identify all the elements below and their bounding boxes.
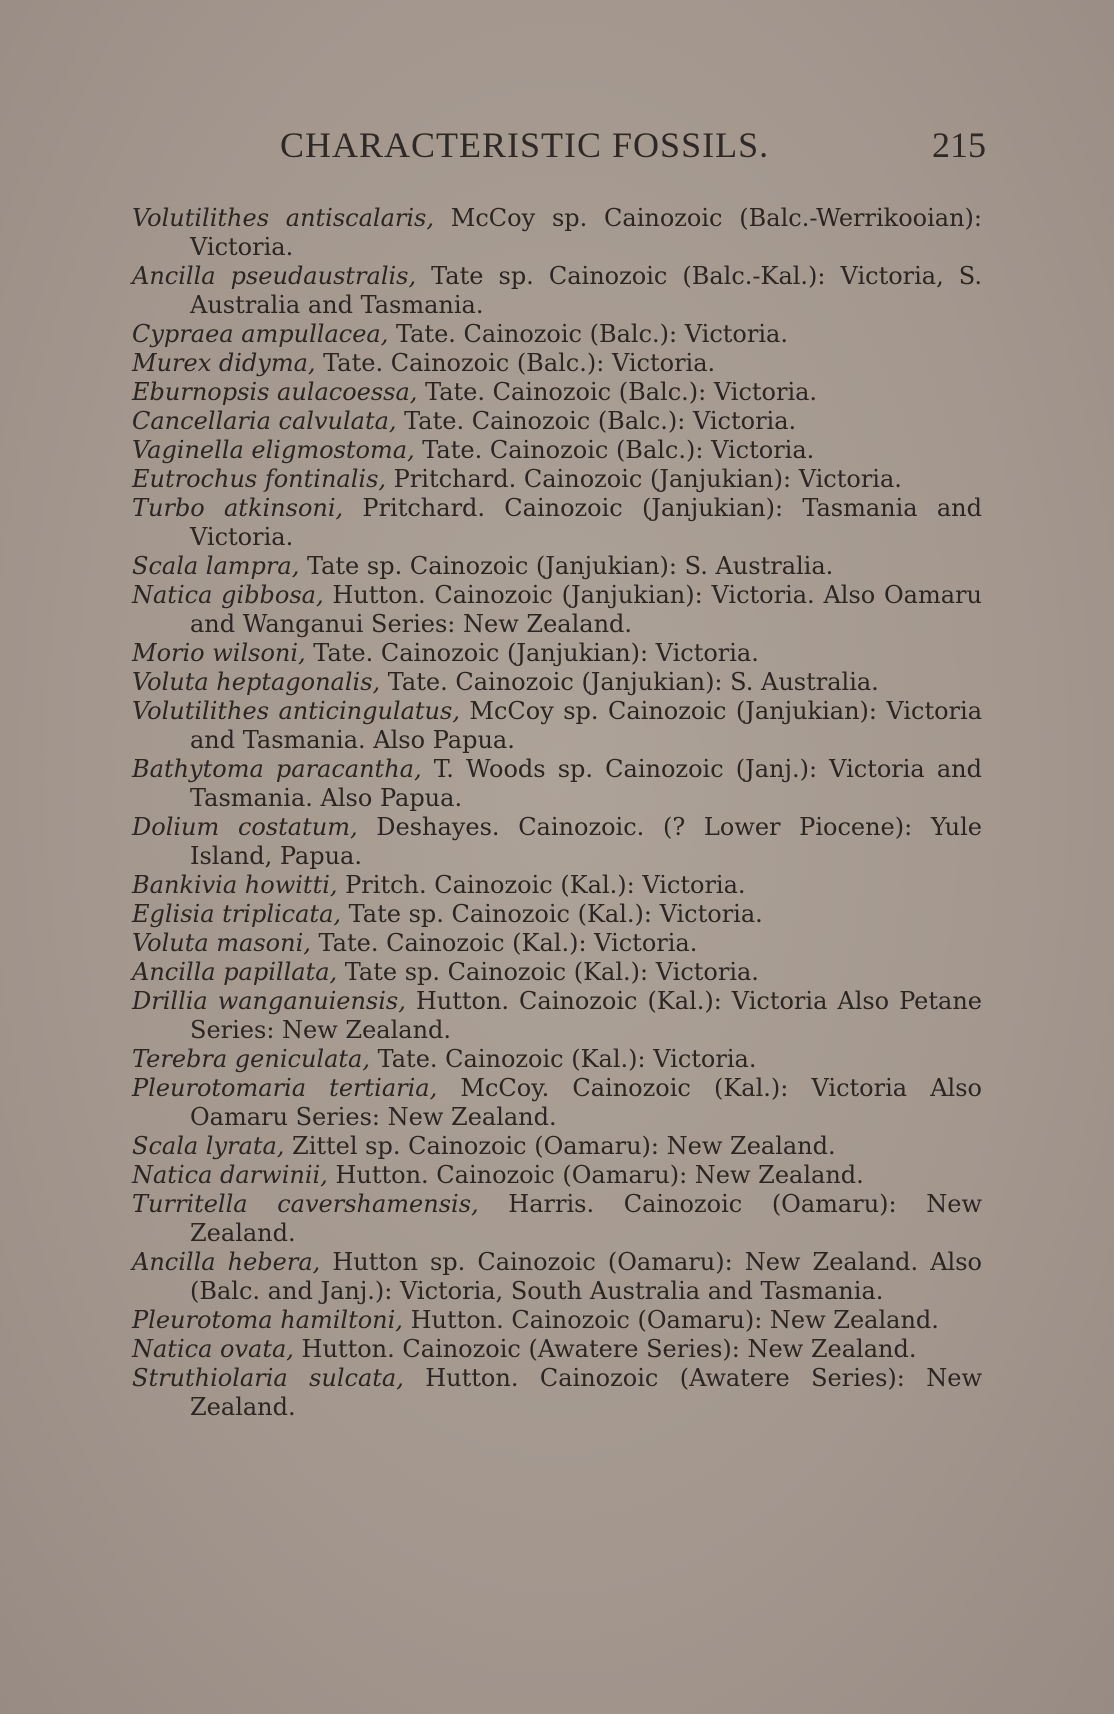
fossil-entry (132, 1190, 982, 1248)
fossil-entry (132, 1248, 982, 1306)
entry-text: Pritch. Cainozoic (Kal.): Victoria. (337, 871, 746, 899)
fossil-entry (132, 1335, 982, 1364)
fossil-entry (132, 697, 982, 755)
fossil-entry (132, 871, 982, 900)
entry-text: McCoy sp. Cainozoic (Janjukian): Victoria and Tasmania. Also Papua. (190, 697, 982, 754)
entry-text: Pritchard. Cainozoic (Janjukian): Tasmania and Victoria. (190, 494, 982, 551)
entry-text: Pritchard. Cainozoic (Janjukian): Victoria. (386, 465, 902, 493)
entry-text: Tate. Cainozoic (Janjukian): S. Australia. (380, 668, 879, 696)
species-name: Turbo atkinsoni, (132, 494, 344, 522)
entry-text: Hutton. Cainozoic (Kal.): Victoria Also Petane Series: New Zealand. (190, 987, 982, 1044)
fossil-list (132, 204, 982, 1422)
species-name: Cancellaria calvulata, (132, 407, 397, 435)
fossil-entry (132, 378, 982, 407)
fossil-entry (132, 1074, 982, 1132)
entry-text: Tate sp. Cainozoic (Kal.): Victoria. (341, 900, 763, 928)
fossil-entry (132, 349, 982, 378)
entry-text: Hutton. Cainozoic (Awatere Series): New Zealand. (190, 1364, 982, 1421)
species-name: Natica gibbosa, (132, 581, 324, 609)
entry-text: Tate sp. Cainozoic (Janjukian): S. Australia. (299, 552, 834, 580)
species-name: Ancilla papillata, (132, 958, 338, 986)
species-name: Vaginella eligmostoma, (132, 436, 415, 464)
fossil-entry (132, 407, 982, 436)
fossil-entry (132, 900, 982, 929)
entry-text: Hutton. Cainozoic (Oamaru): New Zealand. (327, 1161, 864, 1189)
entry-text: Tate. Cainozoic (Balc.): Victoria. (396, 407, 797, 435)
fossil-entry (132, 958, 982, 987)
species-name: Voluta masoni, (132, 929, 311, 957)
fossil-entry (132, 813, 982, 871)
fossil-entry (132, 204, 982, 262)
species-name: Volutilithes antiscalaris, (132, 204, 435, 232)
species-name: Drillia wanganuiensis, (132, 987, 406, 1015)
fossil-entry (132, 1161, 982, 1190)
fossil-entry (132, 262, 982, 320)
running-title: CHARACTERISTIC FOSSILS. (280, 125, 770, 165)
species-name: Bankivia howitti, (132, 871, 338, 899)
fossil-entry (132, 639, 982, 668)
fossil-entry (132, 1045, 982, 1074)
fossil-entry (132, 1364, 982, 1422)
species-name: Struthiolaria sulcata, (132, 1364, 404, 1392)
entry-text: Hutton. Cainozoic (Oamaru): New Zealand. (402, 1306, 939, 1334)
page-number: 215 (932, 125, 986, 165)
page-header (280, 124, 986, 168)
species-name: Turritella cavershamensis, (132, 1190, 479, 1218)
species-name: Eutrochus fontinalis, (132, 465, 387, 493)
species-name: Eburnopsis aulacoessa, (132, 378, 418, 406)
fossil-entry (132, 929, 982, 958)
fossil-entry (132, 581, 982, 639)
entry-text: Tate. Cainozoic (Balc.): Victoria. (388, 320, 788, 348)
fossil-entry (132, 755, 982, 813)
fossil-entry (132, 320, 982, 349)
fossil-entry (132, 1132, 982, 1161)
entry-text: Tate. Cainozoic (Balc.): Victoria. (414, 436, 815, 464)
species-name: Eglisia triplicata, (132, 900, 342, 928)
fossil-entry (132, 494, 982, 552)
entry-text: Hutton. Cainozoic (Awatere Series): New Zealand. (293, 1335, 917, 1363)
species-name: Volutilithes anticingulatus, (132, 697, 460, 725)
species-name: Dolium costatum, (132, 813, 358, 841)
species-name: Ancilla hebera, (132, 1248, 321, 1276)
entry-text: Zittel sp. Cainozoic (Oamaru): New Zealand. (284, 1132, 836, 1160)
entry-text: Hutton sp. Cainozoic (Oamaru): New Zealand. Also (Balc. and Janj.): Victoria, South Australia and Tasmania. (190, 1248, 982, 1305)
fossil-entry (132, 436, 982, 465)
species-name: Natica ovata, (132, 1335, 294, 1363)
entry-text: Tate sp. Cainozoic (Balc.-Kal.): Victoria, S. Australia and Tasmania. (190, 262, 983, 319)
entry-text: Tate. Cainozoic (Balc.): Victoria. (315, 349, 716, 377)
fossil-entry (132, 1306, 982, 1335)
entry-text: Deshayes. Cainozoic. (? Lower Piocene): Yule Island, Papua. (190, 813, 982, 870)
entry-text: Tate. Cainozoic (Kal.): Victoria. (310, 929, 698, 957)
entry-text: Tate. Cainozoic (Kal.): Victoria. (369, 1045, 757, 1073)
entry-text: Harris. Cainozoic (Oamaru): New Zealand. (190, 1190, 982, 1247)
fossil-entry (132, 987, 982, 1045)
species-name: Scala lyrata, (132, 1132, 285, 1160)
species-name: Natica darwinii, (132, 1161, 328, 1189)
species-name: Ancilla pseudaustralis, (132, 262, 417, 290)
entry-text: Tate. Cainozoic (Janjukian): Victoria. (305, 639, 759, 667)
species-name: Pleurotoma hamiltoni, (132, 1306, 403, 1334)
fossil-entry (132, 465, 982, 494)
species-name: Morio wilsoni, (132, 639, 306, 667)
species-name: Scala lampra, (132, 552, 300, 580)
fossil-entry (132, 552, 982, 581)
entry-text: Tate. Cainozoic (Balc.): Victoria. (417, 378, 818, 406)
entry-text: McCoy sp. Cainozoic (Balc.-Werrikooian): Victoria. (190, 204, 982, 261)
species-name: Voluta heptagonalis, (132, 668, 381, 696)
species-name: Bathytoma paracantha, (132, 755, 422, 783)
species-name: Cypraea ampullacea, (132, 320, 389, 348)
species-name: Pleurotomaria tertiaria, (132, 1074, 438, 1102)
species-name: Murex didyma, (132, 349, 316, 377)
entry-text: Tate sp. Cainozoic (Kal.): Victoria. (337, 958, 759, 986)
entry-text: McCoy. Cainozoic (Kal.): Victoria Also Oamaru Series: New Zealand. (190, 1074, 982, 1131)
fossil-entry (132, 668, 982, 697)
entry-text: T. Woods sp. Cainozoic (Janj.): Victoria and Tasmania. Also Papua. (190, 755, 983, 812)
species-name: Terebra geniculata, (132, 1045, 370, 1073)
entry-text: Hutton. Cainozoic (Janjukian): Victoria. Also Oamaru and Wanganui Series: New Zealand. (190, 581, 982, 638)
